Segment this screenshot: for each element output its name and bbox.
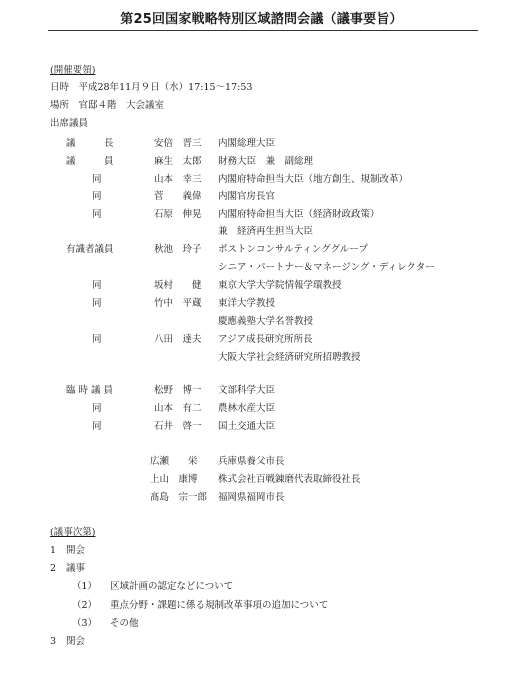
other-attendee-title: 株式会社百戦錬磨代表取締役社長 [218, 474, 361, 485]
agenda-item-number: （2） [72, 600, 98, 611]
agenda-item-number: （1） [72, 581, 98, 592]
attendee-title: 内閣府特命担当大臣（地方創生、規制改革） [218, 174, 409, 185]
other-attendee-name: 広瀬 栄 [150, 456, 198, 467]
agenda-item-number: 1 [50, 545, 57, 556]
other-attendee-title: 福岡県福岡市長 [218, 492, 285, 503]
agenda-item-text: 開会 [66, 545, 86, 556]
temporary-member-name: 松野 博一 [154, 385, 202, 396]
temporary-member-title: 農林水産大臣 [218, 403, 276, 414]
attendee-name: 竹中 平蔵 [154, 298, 202, 309]
agenda-item-number: 2 [50, 563, 57, 574]
attendee-title: 東洋大学教授 [218, 298, 276, 309]
temporary-member-role: 同 [92, 421, 102, 432]
temporary-member-name: 山本 有二 [154, 403, 202, 414]
agenda-item-text: 重点分野・課題に係る規制改革事項の追加について [110, 600, 329, 611]
attendee-title: シニア・パートナー＆マネージング・ディレクター [218, 262, 435, 273]
temporary-member-role: 同 [92, 403, 102, 414]
attendee-title: 慶應義塾大学名誉教授 [218, 316, 314, 327]
agenda-item-text: その他 [110, 618, 139, 629]
attendee-title: 内閣官房長官 [218, 191, 276, 202]
attendee-name: 安倍 晋三 [154, 138, 202, 149]
attendee-title: アジア成長研究所所長 [218, 334, 313, 345]
meeting-datetime: 日時 平成28年11月９日（水）17:15～17:53 [50, 82, 253, 93]
attendee-role: 同 [92, 209, 102, 220]
attendee-name: 秋池 玲子 [154, 244, 202, 255]
attendee-title: 内閣府特命担当大臣（経済財政政策） [218, 209, 380, 220]
attendee-name: 八田 達夫 [154, 334, 202, 345]
attendee-role: 同 [92, 191, 102, 202]
title-rule [48, 30, 478, 31]
attendee-title: 東京大学大学院情報学環教授 [218, 280, 342, 291]
temporary-member-name: 石井 啓一 [154, 421, 202, 432]
attendee-name: 石原 伸晃 [154, 209, 202, 220]
other-attendee-name: 髙島 宗一郎 [150, 492, 208, 503]
agenda-item-number: 3 [50, 636, 57, 647]
agenda-item-number: （3） [72, 618, 98, 629]
attendee-title: 内閣総理大臣 [218, 138, 276, 149]
attendee-role: 同 [92, 280, 102, 291]
attendee-role: 議 長 [66, 138, 114, 149]
other-attendee-title: 兵庫県養父市長 [218, 456, 285, 467]
attendee-name: 山本 幸三 [154, 174, 202, 185]
temporary-member-role: 臨 時 議 員 [66, 385, 114, 396]
attendee-role: 同 [92, 334, 102, 345]
temporary-member-title: 国土交通大臣 [218, 421, 276, 432]
attendee-title: 大阪大学社会経済研究所招聘教授 [218, 352, 361, 363]
attendee-title: 財務大臣 兼 副総理 [218, 156, 314, 167]
attendee-name: 坂村 健 [154, 280, 202, 291]
other-attendee-name: 上山 康博 [150, 474, 198, 485]
attendee-title: 兼 経済再生担当大臣 [218, 226, 314, 237]
attendee-title: ボストンコンサルティンググループ [218, 244, 368, 255]
attendee-role: 議 員 [66, 156, 114, 167]
attendee-role: 同 [92, 298, 102, 309]
meeting-place: 場所 官邸４階 大会議室 [50, 100, 165, 111]
attendee-role: 有識者議員 [66, 244, 114, 255]
meeting-summary-heading: (開催要領) [50, 65, 96, 76]
attendee-name: 菅 義偉 [154, 191, 202, 202]
agenda-item-text: 議事 [66, 563, 86, 574]
temporary-member-title: 文部科学大臣 [218, 385, 276, 396]
attendee-name: 麻生 太郎 [154, 156, 202, 167]
attendee-role: 同 [92, 174, 102, 185]
document-title: 第25回国家戦略特別区域諮問会議（議事要旨） [120, 12, 403, 27]
agenda-item-text: 区域計画の認定などについて [110, 581, 234, 592]
attendees-heading: 出席議員 [50, 118, 89, 129]
agenda-heading: (議事次第) [50, 527, 96, 538]
agenda-item-text: 閉会 [66, 636, 86, 647]
